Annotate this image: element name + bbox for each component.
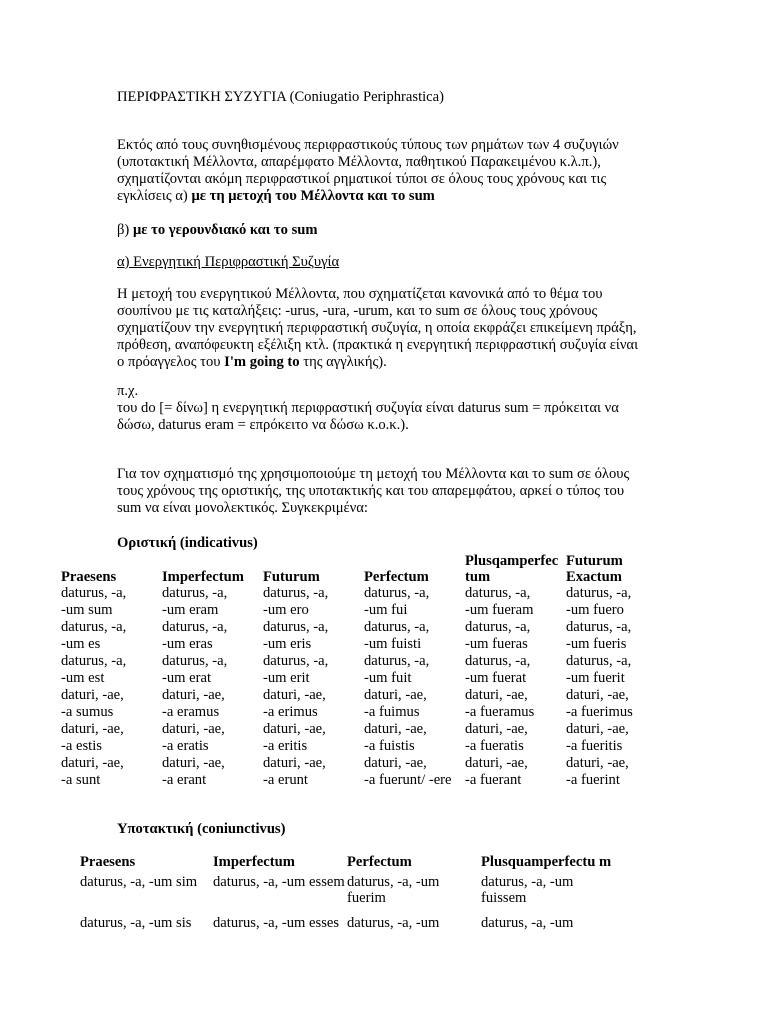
indicative-cell-line: daturus, -a,	[263, 585, 329, 601]
indicative-cell-line: -a fueritis	[566, 738, 623, 754]
document-title: ΠΕΡΙΦΡΑΣΤΙΚΗ ΣΥΖΥΓΙΑ (Coniugatio Periphrastica)	[117, 89, 444, 105]
indicative-cell	[263, 619, 364, 653]
indicative-cell	[61, 585, 162, 619]
indicative-cell	[566, 755, 667, 789]
indicative-row	[61, 721, 667, 755]
indicative-cell-line: -a fuerunt/ -ere	[364, 772, 452, 788]
indicative-cell	[263, 721, 364, 755]
indicative-cell-line: daturus, -a,	[263, 619, 329, 635]
subjunctive-heading: Υποτακτική (coniunctivus)	[117, 821, 286, 837]
indicative-cell-line: -um sum	[61, 602, 113, 618]
indicative-cell-line: -a estis	[61, 738, 102, 754]
indicative-cell	[364, 585, 465, 619]
indicative-cell-line: -um erit	[263, 670, 310, 686]
subjunctive-cell: daturus, -a, -um	[347, 915, 440, 931]
indicative-cell-line: daturi, -ae,	[61, 687, 124, 703]
indicative-cell-line: daturi, -ae,	[465, 687, 528, 703]
indicative-cell-line: -a fueratis	[465, 738, 524, 754]
indicative-cell-line: -a sunt	[61, 772, 101, 788]
indicative-cell	[566, 687, 667, 721]
indicative-cell	[61, 653, 162, 687]
indicative-cell	[162, 755, 263, 789]
option-b-line	[117, 222, 647, 239]
indicative-cell-line: -um erat	[162, 670, 212, 686]
indicative-cell-line: -a fuistis	[364, 738, 415, 754]
indicative-cell-line: daturi, -ae,	[465, 721, 528, 737]
indicative-cell-line: daturus, -a,	[465, 585, 531, 601]
indicative-cell	[465, 687, 566, 721]
indicative-cell-line: daturi, -ae,	[465, 755, 528, 771]
indicative-cell-line: -um eris	[263, 636, 312, 652]
formation-paragraph: Για τον σχηματισμό της χρησιμοποιούμε τη μετοχή του Μέλλοντα και το sum σε όλους τους χρόνους της οριστικής, της υποτακτικής και του απαρεμφάτου, αρκεί ο τύπος του sum να είναι μονολεκτικός. Συγκεκριμένα:	[117, 466, 630, 516]
indicative-cell-line: daturus, -a,	[162, 653, 228, 669]
indicative-cell-line: daturi, -ae,	[566, 687, 629, 703]
participle-bold: I'm going to	[224, 354, 300, 370]
subjunctive-header-cell: Plusquamperfectu m	[481, 854, 612, 870]
indicative-cell-line: -a eramus	[162, 704, 220, 720]
option-b-bold: με το γερουνδιακό και το sum	[132, 222, 318, 238]
indicative-cell-line: daturus, -a,	[364, 653, 430, 669]
indicative-cell-line: -a fueramus	[465, 704, 535, 720]
subjunctive-cell: daturus, -a, -um esses	[213, 915, 340, 931]
indicative-heading: Οριστική (indicativus)	[117, 535, 258, 551]
indicative-cell-line: daturi, -ae,	[364, 721, 427, 737]
indicative-cell-line: -um fueras	[465, 636, 528, 652]
indicative-cell	[566, 585, 667, 619]
subjunctive-row	[80, 914, 615, 931]
subjunctive-table	[80, 836, 615, 931]
indicative-cell-line: daturi, -ae,	[162, 755, 225, 771]
indicative-cell-line: -um eras	[162, 636, 213, 652]
indicative-cell-line: daturi, -ae,	[263, 687, 326, 703]
indicative-cell-line: -a fuerant	[465, 772, 522, 788]
indicative-cell	[465, 585, 566, 619]
participle-end: της αγγλικής).	[299, 354, 387, 370]
intro-text: Εκτός από τους συνηθισμένους περιφραστικούς τύπους των ρημάτων των 4 συζυγιών (υποτακτική Μέλλοντα, απαρέμφατο Μέλλοντα, παθητικού Παρακειμένου κ.λ.π.), σχηματίζονται ακόμη περιφραστικοί ρηματικοί τύποι σε όλους τους χρόνους και τις εγκλίσεις α)	[117, 137, 619, 204]
indicative-cell-line: daturus, -a,	[465, 653, 531, 669]
indicative-cell	[61, 687, 162, 721]
indicative-cell-line: -a fuimus	[364, 704, 420, 720]
indicative-cell	[162, 585, 263, 619]
indicative-cell	[263, 755, 364, 789]
indicative-header-cell: Praesens	[61, 569, 117, 585]
subjunctive-cell: daturus, -a, -um sim	[80, 874, 198, 890]
indicative-cell	[364, 619, 465, 653]
indicative-cell-line: -um fui	[364, 602, 408, 618]
indicative-cell-line: daturus, -a,	[364, 585, 430, 601]
subjunctive-cell: daturus, -a, -um essem	[213, 874, 345, 890]
indicative-cell-line: daturi, -ae,	[566, 721, 629, 737]
indicative-cell-line: -a eritis	[263, 738, 308, 754]
subjunctive-header-cell: Praesens	[80, 854, 136, 870]
indicative-row	[61, 755, 667, 789]
indicative-cell	[162, 653, 263, 687]
indicative-cell-line: -um fuit	[364, 670, 412, 686]
indicative-cell	[364, 721, 465, 755]
indicative-cell-line: -um fuisti	[364, 636, 422, 652]
subjunctive-cell: daturus, -a, -um sis	[80, 915, 192, 931]
indicative-row	[61, 585, 667, 619]
subjunctive-header-row	[80, 836, 615, 870]
indicative-table	[61, 551, 667, 789]
section-a-heading: α) Ενεργητική Περιφραστική Συζυγία	[117, 254, 340, 270]
indicative-cell-line: daturi, -ae,	[364, 687, 427, 703]
indicative-cell-line: -um es	[61, 636, 101, 652]
indicative-cell	[566, 619, 667, 653]
indicative-cell	[465, 721, 566, 755]
indicative-cell-line: -a fuerint	[566, 772, 620, 788]
indicative-cell-line: daturi, -ae,	[263, 721, 326, 737]
participle-paragraph	[117, 286, 647, 371]
indicative-row	[61, 619, 667, 653]
indicative-cell	[364, 653, 465, 687]
indicative-cell	[566, 653, 667, 687]
indicative-cell-line: daturi, -ae,	[566, 755, 629, 771]
indicative-cell	[263, 585, 364, 619]
indicative-cell-line: daturus, -a,	[61, 619, 127, 635]
indicative-cell-line: -um fueram	[465, 602, 534, 618]
indicative-cell-line: -a erimus	[263, 704, 318, 720]
subjunctive-cell: daturus, -a, -um	[481, 915, 574, 931]
indicative-cell	[465, 755, 566, 789]
indicative-row	[61, 687, 667, 721]
indicative-cell-line: daturus, -a,	[61, 585, 127, 601]
indicative-header-cell: Futurum Exactum	[566, 553, 623, 585]
option-b-prefix: β)	[117, 222, 133, 238]
indicative-header-cell: Futurum	[263, 569, 320, 585]
indicative-cell	[566, 721, 667, 755]
indicative-cell	[61, 755, 162, 789]
indicative-cell-line: daturus, -a,	[566, 619, 632, 635]
intro-bold: με τη μετοχή του Μέλλοντα και το sum	[191, 188, 435, 204]
indicative-cell	[162, 619, 263, 653]
indicative-cell-line: -um fuerit	[566, 670, 625, 686]
intro-paragraph	[117, 137, 647, 205]
indicative-cell-line: daturi, -ae,	[162, 721, 225, 737]
indicative-cell-line: -a erunt	[263, 772, 308, 788]
indicative-cell-line: daturus, -a,	[364, 619, 430, 635]
indicative-cell-line: daturus, -a,	[61, 653, 127, 669]
subjunctive-header-cell: Imperfectum	[213, 854, 295, 870]
example-label: π.χ.	[117, 383, 139, 399]
indicative-cell	[162, 687, 263, 721]
indicative-cell-line: -um fueris	[566, 636, 627, 652]
indicative-cell	[61, 619, 162, 653]
indicative-cell	[162, 721, 263, 755]
indicative-cell-line: -um fuerat	[465, 670, 527, 686]
subjunctive-cell: daturus, -a, -um fuissem	[481, 874, 574, 906]
indicative-cell-line: daturi, -ae,	[364, 755, 427, 771]
indicative-cell-line: daturus, -a,	[263, 653, 329, 669]
indicative-cell-line: -a eratis	[162, 738, 209, 754]
indicative-cell	[61, 721, 162, 755]
indicative-cell-line: daturus, -a,	[465, 619, 531, 635]
subjunctive-header-cell: Perfectum	[347, 854, 412, 870]
indicative-cell-line: daturus, -a,	[566, 585, 632, 601]
indicative-cell	[263, 687, 364, 721]
indicative-header-cell: Imperfectum	[162, 569, 244, 585]
indicative-cell-line: daturus, -a,	[162, 619, 228, 635]
indicative-cell-line: daturi, -ae,	[263, 755, 326, 771]
indicative-cell-line: daturi, -ae,	[61, 721, 124, 737]
indicative-cell	[263, 653, 364, 687]
indicative-cell-line: -a sumus	[61, 704, 114, 720]
indicative-cell	[364, 687, 465, 721]
indicative-cell-line: -a erant	[162, 772, 207, 788]
indicative-cell-line: daturus, -a,	[566, 653, 632, 669]
indicative-cell-line: -um est	[61, 670, 105, 686]
example-paragraph: του do [= δίνω] η ενεργητική περιφραστική συζυγία είναι daturus sum = πρόκειται να δώσω, daturus eram = επρόκειτο να δώσω κ.ο.κ.).	[117, 400, 619, 433]
indicative-cell-line: daturus, -a,	[162, 585, 228, 601]
indicative-cell	[364, 755, 465, 789]
indicative-cell-line: daturi, -ae,	[61, 755, 124, 771]
indicative-cell-line: -um ero	[263, 602, 309, 618]
indicative-header-cell: Perfectum	[364, 569, 429, 585]
indicative-cell-line: daturi, -ae,	[162, 687, 225, 703]
indicative-cell	[465, 653, 566, 687]
subjunctive-row	[80, 870, 615, 914]
participle-text: Η μετοχή του ενεργητικού Μέλλοντα, που σχηματίζεται κανονικά από το θέμα του σουπίνου με τις καταλήξεις: -urus, -ura, -urum, και το sum σε όλους τους χρόνους σχηματίζουν την ενεργητική περιφραστική συζυγία, η οποία εκφράζει επικείμενη πράξη, πρόθεση, αναπόφευκτη εξέλιξη κτλ. (πρακτικά η ενεργητική περιφραστική συζυγία είναι ο πρόαγγελος του	[117, 286, 639, 370]
indicative-cell-line: -um eram	[162, 602, 219, 618]
indicative-header-cell: Plusqamperfec tum	[465, 553, 559, 585]
indicative-row	[61, 653, 667, 687]
indicative-cell	[465, 619, 566, 653]
subjunctive-cell: daturus, -a, -um fuerim	[347, 874, 440, 906]
indicative-cell-line: -um fuero	[566, 602, 624, 618]
indicative-header-row	[61, 551, 667, 585]
indicative-cell-line: -a fuerimus	[566, 704, 633, 720]
